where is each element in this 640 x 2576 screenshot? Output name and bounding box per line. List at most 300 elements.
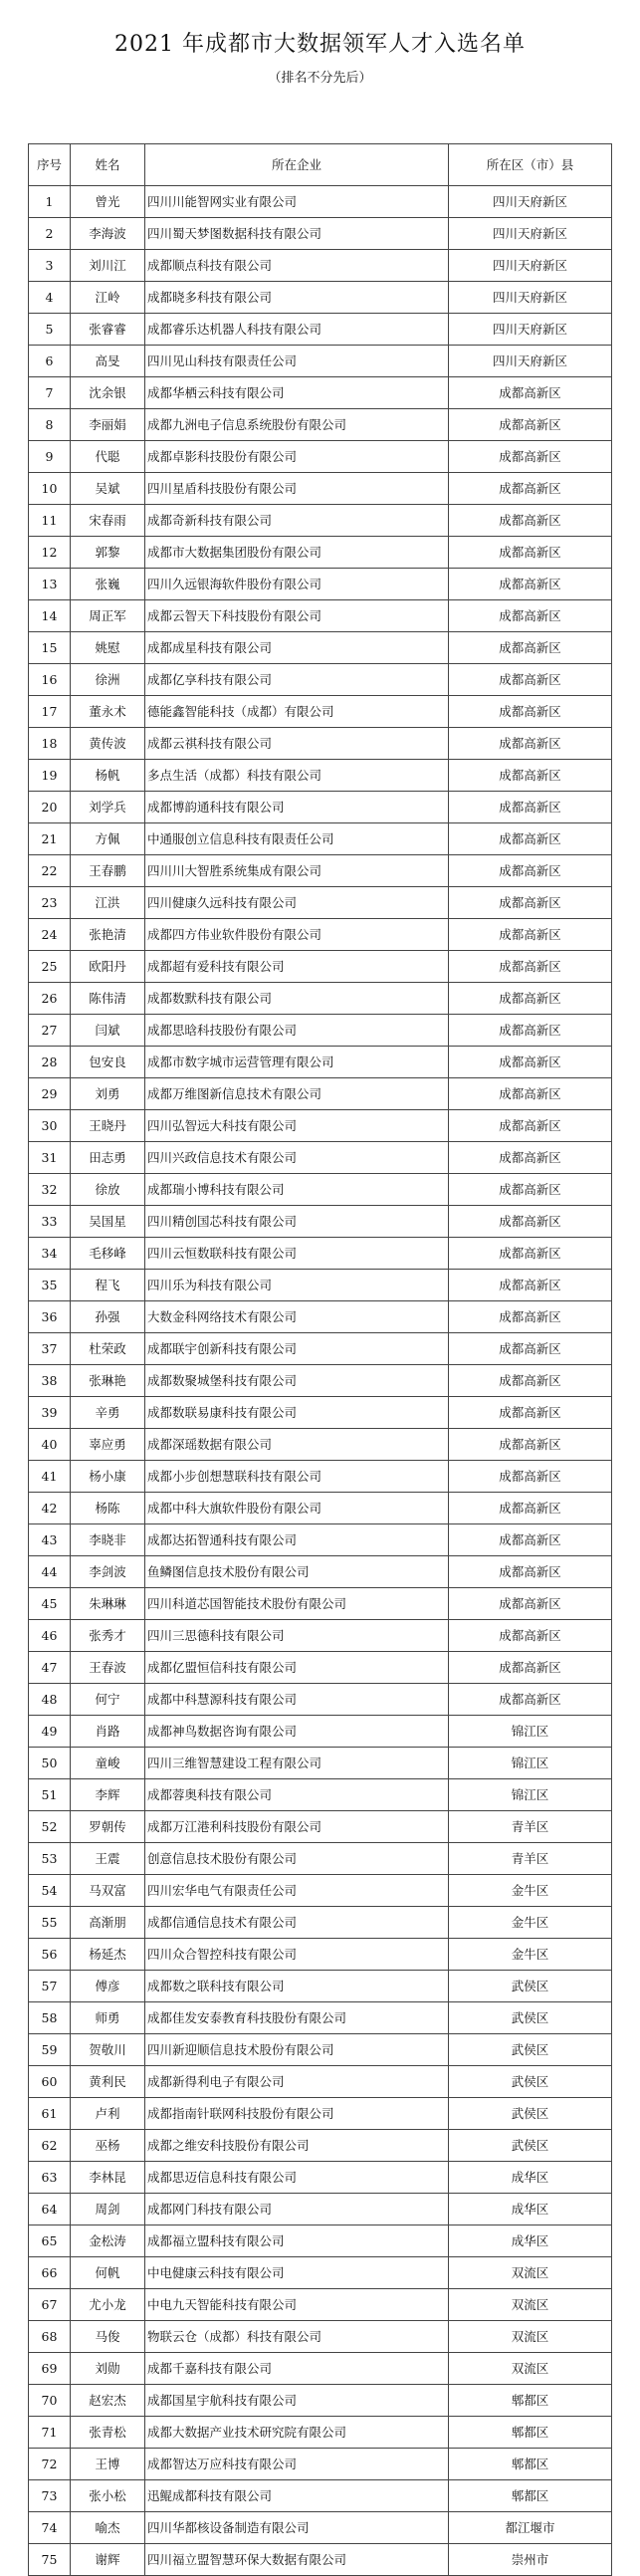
cell-name: 巫杨 [71,2130,145,2162]
cell-district: 武侯区 [449,2130,612,2162]
cell-district: 成都高新区 [449,1047,612,1078]
cell-name: 师勇 [71,2002,145,2034]
cell-serial-number: 13 [29,569,71,600]
cell-company: 成都市大数据集团股份有限公司 [145,537,449,569]
cell-serial-number: 11 [29,505,71,537]
cell-name: 尤小龙 [71,2289,145,2321]
cell-serial-number: 67 [29,2289,71,2321]
cell-district: 双流区 [449,2289,612,2321]
table-row [29,1270,612,1301]
cell-district: 武侯区 [449,2034,612,2066]
cell-serial-number: 59 [29,2034,71,2066]
cell-company: 成都瑞小博科技有限公司 [145,1174,449,1206]
cell-serial-number: 9 [29,441,71,473]
cell-company: 成都奇新科技有限公司 [145,505,449,537]
cell-company: 四川云恒数联科技有限公司 [145,1238,449,1270]
cell-name: 李晓非 [71,1524,145,1556]
cell-company: 成都数默科技有限公司 [145,983,449,1015]
cell-serial-number: 30 [29,1110,71,1142]
cell-name: 郭黎 [71,537,145,569]
cell-district: 金牛区 [449,1939,612,1971]
table-row [29,1174,612,1206]
cell-district: 郫都区 [449,2417,612,2449]
cell-district: 成都高新区 [449,760,612,792]
cell-district: 成都高新区 [449,632,612,664]
table-row [29,1365,612,1397]
table-row [29,569,612,600]
cell-serial-number: 60 [29,2066,71,2098]
cell-district: 成都高新区 [449,569,612,600]
cell-serial-number: 31 [29,1142,71,1174]
cell-serial-number: 19 [29,760,71,792]
cell-serial-number: 1 [29,186,71,218]
cell-serial-number: 40 [29,1429,71,1461]
cell-serial-number: 46 [29,1620,71,1652]
cell-name: 何宁 [71,1684,145,1716]
cell-district: 成都高新区 [449,1493,612,1524]
table-row [29,186,612,218]
cell-name: 贺敬川 [71,2034,145,2066]
cell-name: 朱琳琳 [71,1588,145,1620]
cell-serial-number: 4 [29,282,71,314]
table-row [29,2480,612,2512]
table-row [29,441,612,473]
cell-company: 德能鑫智能科技（成都）有限公司 [145,696,449,728]
cell-name: 张秀才 [71,1620,145,1652]
cell-serial-number: 28 [29,1047,71,1078]
cell-serial-number: 35 [29,1270,71,1301]
cell-district: 成都高新区 [449,1174,612,1206]
cell-serial-number: 7 [29,377,71,409]
cell-company: 四川精创国芯科技有限公司 [145,1206,449,1238]
cell-district: 成都高新区 [449,951,612,983]
cell-name: 吴斌 [71,473,145,505]
cell-name: 江岭 [71,282,145,314]
cell-company: 成都达拓智通科技有限公司 [145,1524,449,1556]
cell-name: 包安良 [71,1047,145,1078]
cell-name: 肖路 [71,1716,145,1748]
table-row [29,823,612,855]
cell-district: 成都高新区 [449,792,612,823]
cell-serial-number: 66 [29,2257,71,2289]
cell-name: 辜应勇 [71,1429,145,1461]
cell-serial-number: 68 [29,2321,71,2353]
cell-name: 张睿睿 [71,314,145,346]
cell-serial-number: 26 [29,983,71,1015]
cell-name: 刘勇 [71,1078,145,1110]
cell-name: 王春波 [71,1652,145,1684]
cell-serial-number: 64 [29,2194,71,2225]
cell-company: 成都卓影科技股份有限公司 [145,441,449,473]
cell-company: 中通服创立信息科技有限责任公司 [145,823,449,855]
cell-district: 成都高新区 [449,983,612,1015]
cell-name: 李剑波 [71,1556,145,1588]
cell-name: 张小松 [71,2480,145,2512]
cell-district: 成都高新区 [449,1588,612,1620]
talent-roster-table [28,143,612,2576]
cell-company: 成都九洲电子信息系统股份有限公司 [145,409,449,441]
cell-district: 成都高新区 [449,505,612,537]
header-name: 姓名 [71,144,145,186]
cell-district: 成都高新区 [449,1238,612,1270]
cell-district: 郫都区 [449,2385,612,2417]
cell-company: 成都福立盟科技有限公司 [145,2225,449,2257]
cell-serial-number: 55 [29,1907,71,1939]
cell-company: 四川川大智胜系统集成有限公司 [145,855,449,887]
table-row [29,2353,612,2385]
table-row [29,1971,612,2002]
cell-serial-number: 33 [29,1206,71,1238]
cell-company: 物联云仓（成都）科技有限公司 [145,2321,449,2353]
cell-name: 张青松 [71,2417,145,2449]
cell-serial-number: 57 [29,1971,71,2002]
table-row [29,537,612,569]
cell-name: 闫斌 [71,1015,145,1047]
cell-serial-number: 50 [29,1748,71,1779]
table-row [29,1716,612,1748]
cell-name: 童峻 [71,1748,145,1779]
cell-company: 成都网门科技有限公司 [145,2194,449,2225]
cell-serial-number: 51 [29,1779,71,1811]
cell-district: 四川天府新区 [449,250,612,282]
cell-company: 成都亿盟恒信科技有限公司 [145,1652,449,1684]
cell-district: 成都高新区 [449,537,612,569]
cell-serial-number: 61 [29,2098,71,2130]
cell-district: 成都高新区 [449,728,612,760]
cell-company: 成都佳发安泰教育科技股份有限公司 [145,2002,449,2034]
cell-name: 李丽娟 [71,409,145,441]
cell-company: 成都华栖云科技有限公司 [145,377,449,409]
cell-serial-number: 2 [29,218,71,250]
table-row [29,600,612,632]
cell-company: 四川三维智慧建设工程有限公司 [145,1748,449,1779]
cell-district: 成都高新区 [449,1015,612,1047]
cell-serial-number: 23 [29,887,71,919]
cell-company: 多点生活（成都）科技有限公司 [145,760,449,792]
cell-name: 刘川江 [71,250,145,282]
cell-serial-number: 34 [29,1238,71,1270]
cell-name: 黄利民 [71,2066,145,2098]
cell-company: 成都千嘉科技有限公司 [145,2353,449,2385]
cell-name: 周剑 [71,2194,145,2225]
cell-name: 宋春雨 [71,505,145,537]
table-row [29,696,612,728]
table-row [29,1493,612,1524]
cell-district: 成都高新区 [449,1270,612,1301]
cell-district: 成都高新区 [449,855,612,887]
cell-company: 迅鲲成都科技有限公司 [145,2480,449,2512]
cell-name: 高旻 [71,346,145,377]
cell-serial-number: 24 [29,919,71,951]
cell-name: 程飞 [71,1270,145,1301]
cell-serial-number: 52 [29,1811,71,1843]
cell-serial-number: 53 [29,1843,71,1875]
cell-name: 李辉 [71,1779,145,1811]
cell-name: 辛勇 [71,1397,145,1429]
cell-company: 四川乐为科技有限公司 [145,1270,449,1301]
cell-serial-number: 44 [29,1556,71,1588]
table-row [29,377,612,409]
cell-district: 成都高新区 [449,696,612,728]
cell-serial-number: 41 [29,1461,71,1493]
cell-serial-number: 14 [29,600,71,632]
table-row [29,1461,612,1493]
cell-company: 四川众合智控科技有限公司 [145,1939,449,1971]
table-row [29,2034,612,2066]
table-row [29,1907,612,1939]
cell-name: 毛移峰 [71,1238,145,1270]
cell-name: 杜荣政 [71,1333,145,1365]
table-row [29,2289,612,2321]
cell-district: 四川天府新区 [449,282,612,314]
cell-serial-number: 32 [29,1174,71,1206]
cell-serial-number: 5 [29,314,71,346]
cell-serial-number: 37 [29,1333,71,1365]
cell-serial-number: 21 [29,823,71,855]
cell-district: 青羊区 [449,1843,612,1875]
cell-company: 四川蜀天梦图数据科技有限公司 [145,218,449,250]
cell-serial-number: 36 [29,1301,71,1333]
table-row [29,1556,612,1588]
cell-district: 成都高新区 [449,1301,612,1333]
header-district: 所在区（市）县 [449,144,612,186]
cell-company: 四川健康久远科技有限公司 [145,887,449,919]
cell-serial-number: 25 [29,951,71,983]
cell-company: 成都睿乐达机器人科技有限公司 [145,314,449,346]
cell-serial-number: 29 [29,1078,71,1110]
cell-district: 成都高新区 [449,1397,612,1429]
cell-serial-number: 45 [29,1588,71,1620]
table-row [29,1779,612,1811]
cell-name: 王晓丹 [71,1110,145,1142]
cell-company: 四川川能智网实业有限公司 [145,186,449,218]
cell-district: 都江堰市 [449,2512,612,2544]
table-row [29,1301,612,1333]
cell-district: 成都高新区 [449,473,612,505]
header-company: 所在企业 [145,144,449,186]
cell-name: 代聪 [71,441,145,473]
table-row [29,473,612,505]
table-row [29,1110,612,1142]
table-row [29,1429,612,1461]
table-row [29,2449,612,2480]
table-row [29,1397,612,1429]
cell-name: 刘勋 [71,2353,145,2385]
cell-company: 四川见山科技有限责任公司 [145,346,449,377]
table-row [29,728,612,760]
cell-district: 四川天府新区 [449,346,612,377]
cell-district: 成都高新区 [449,1461,612,1493]
cell-name: 高渐朋 [71,1907,145,1939]
document-title: 2021 年成都市大数据领军人才入选名单 [114,32,526,57]
table-row [29,1588,612,1620]
cell-serial-number: 17 [29,696,71,728]
cell-district: 金牛区 [449,1907,612,1939]
table-row [29,2417,612,2449]
cell-name: 沈余银 [71,377,145,409]
table-row [29,218,612,250]
cell-district: 双流区 [449,2321,612,2353]
cell-district: 四川天府新区 [449,218,612,250]
cell-serial-number: 38 [29,1365,71,1397]
cell-name: 欧阳丹 [71,951,145,983]
cell-company: 成都万江港利科技股份有限公司 [145,1811,449,1843]
table-row [29,1748,612,1779]
table-row [29,250,612,282]
table-row [29,505,612,537]
cell-name: 罗朝传 [71,1811,145,1843]
cell-district: 四川天府新区 [449,314,612,346]
cell-company: 成都神鸟数据咨询有限公司 [145,1716,449,1748]
cell-name: 孙强 [71,1301,145,1333]
cell-district: 成华区 [449,2194,612,2225]
cell-serial-number: 22 [29,855,71,887]
table-row [29,1142,612,1174]
cell-company: 四川兴政信息技术有限公司 [145,1142,449,1174]
cell-company: 成都新得利电子有限公司 [145,2066,449,2098]
cell-name: 金松涛 [71,2225,145,2257]
cell-company: 成都深瑶数据有限公司 [145,1429,449,1461]
cell-name: 周正军 [71,600,145,632]
cell-district: 成华区 [449,2162,612,2194]
cell-district: 成都高新区 [449,1333,612,1365]
cell-serial-number: 43 [29,1524,71,1556]
cell-serial-number: 12 [29,537,71,569]
cell-company: 四川新迎顺信息技术股份有限公司 [145,2034,449,2066]
table-row [29,2512,612,2544]
table-row [29,983,612,1015]
cell-serial-number: 71 [29,2417,71,2449]
table-row [29,1620,612,1652]
cell-company: 四川弘智远大科技有限公司 [145,1110,449,1142]
table-body [29,186,612,2576]
cell-company: 成都国星宇航科技有限公司 [145,2385,449,2417]
table-row [29,1015,612,1047]
cell-serial-number: 49 [29,1716,71,1748]
cell-company: 成都博韵通科技有限公司 [145,792,449,823]
table-row [29,1333,612,1365]
cell-serial-number: 18 [29,728,71,760]
table-row [29,792,612,823]
cell-name: 吴国星 [71,1206,145,1238]
cell-name: 杨帆 [71,760,145,792]
cell-name: 徐放 [71,1174,145,1206]
table-row [29,346,612,377]
cell-company: 创意信息技术股份有限公司 [145,1843,449,1875]
table-row [29,1684,612,1716]
cell-name: 喻杰 [71,2512,145,2544]
cell-district: 成都高新区 [449,1524,612,1556]
cell-company: 成都四方伟业软件股份有限公司 [145,919,449,951]
cell-serial-number: 63 [29,2162,71,2194]
cell-company: 大数金科网络技术有限公司 [145,1301,449,1333]
cell-company: 成都之维安科技股份有限公司 [145,2130,449,2162]
cell-name: 张巍 [71,569,145,600]
cell-district: 成都高新区 [449,1620,612,1652]
cell-district: 成都高新区 [449,1652,612,1684]
cell-serial-number: 72 [29,2449,71,2480]
cell-serial-number: 27 [29,1015,71,1047]
cell-company: 四川久远银海软件股份有限公司 [145,569,449,600]
cell-serial-number: 16 [29,664,71,696]
cell-company: 成都思晗科技股份有限公司 [145,1015,449,1047]
cell-district: 成都高新区 [449,1556,612,1588]
cell-company: 成都超有爱科技有限公司 [145,951,449,983]
cell-district: 双流区 [449,2353,612,2385]
cell-district: 成都高新区 [449,823,612,855]
table-row [29,1078,612,1110]
cell-serial-number: 69 [29,2353,71,2385]
cell-company: 四川华都核设备制造有限公司 [145,2512,449,2544]
cell-serial-number: 73 [29,2480,71,2512]
header-serial-number: 序号 [29,144,71,186]
cell-name: 王震 [71,1843,145,1875]
cell-serial-number: 75 [29,2544,71,2576]
cell-district: 青羊区 [449,1811,612,1843]
cell-company: 成都联宇创新科技有限公司 [145,1333,449,1365]
cell-serial-number: 56 [29,1939,71,1971]
cell-company: 成都数之联科技有限公司 [145,1971,449,2002]
document-subtitle: （排名不分先后） [268,71,372,86]
table-row [29,855,612,887]
table-row [29,1652,612,1684]
cell-company: 成都中科慧源科技有限公司 [145,1684,449,1716]
cell-company: 成都成星科技有限公司 [145,632,449,664]
table-row [29,760,612,792]
cell-serial-number: 54 [29,1875,71,1907]
table-row [29,2257,612,2289]
cell-company: 四川宏华电气有限责任公司 [145,1875,449,1907]
cell-name: 马俊 [71,2321,145,2353]
cell-district: 郫都区 [449,2449,612,2480]
cell-serial-number: 10 [29,473,71,505]
cell-name: 姚慰 [71,632,145,664]
cell-serial-number: 3 [29,250,71,282]
cell-name: 谢辉 [71,2544,145,2576]
cell-name: 董永术 [71,696,145,728]
cell-name: 方佩 [71,823,145,855]
cell-district: 成都高新区 [449,1206,612,1238]
cell-name: 张琳艳 [71,1365,145,1397]
cell-district: 双流区 [449,2257,612,2289]
table-row [29,919,612,951]
cell-name: 杨小康 [71,1461,145,1493]
cell-serial-number: 65 [29,2225,71,2257]
cell-district: 成都高新区 [449,441,612,473]
cell-company: 四川福立盟智慧环保大数据有限公司 [145,2544,449,2576]
cell-district: 成都高新区 [449,1078,612,1110]
table-row [29,1206,612,1238]
cell-name: 李林昆 [71,2162,145,2194]
cell-serial-number: 47 [29,1652,71,1684]
header-row [29,144,612,186]
cell-name: 傅彦 [71,1971,145,2002]
table-row [29,1811,612,1843]
cell-district: 成都高新区 [449,409,612,441]
cell-company: 四川星盾科技股份有限公司 [145,473,449,505]
cell-serial-number: 6 [29,346,71,377]
cell-serial-number: 48 [29,1684,71,1716]
cell-name: 杨陈 [71,1493,145,1524]
cell-district: 锦江区 [449,1779,612,1811]
cell-company: 中电九天智能科技有限公司 [145,2289,449,2321]
cell-district: 成都高新区 [449,887,612,919]
cell-district: 锦江区 [449,1748,612,1779]
cell-company: 成都云祺科技有限公司 [145,728,449,760]
cell-company: 成都顺点科技有限公司 [145,250,449,282]
table-header [29,144,612,186]
cell-company: 成都大数据产业技术研究院有限公司 [145,2417,449,2449]
